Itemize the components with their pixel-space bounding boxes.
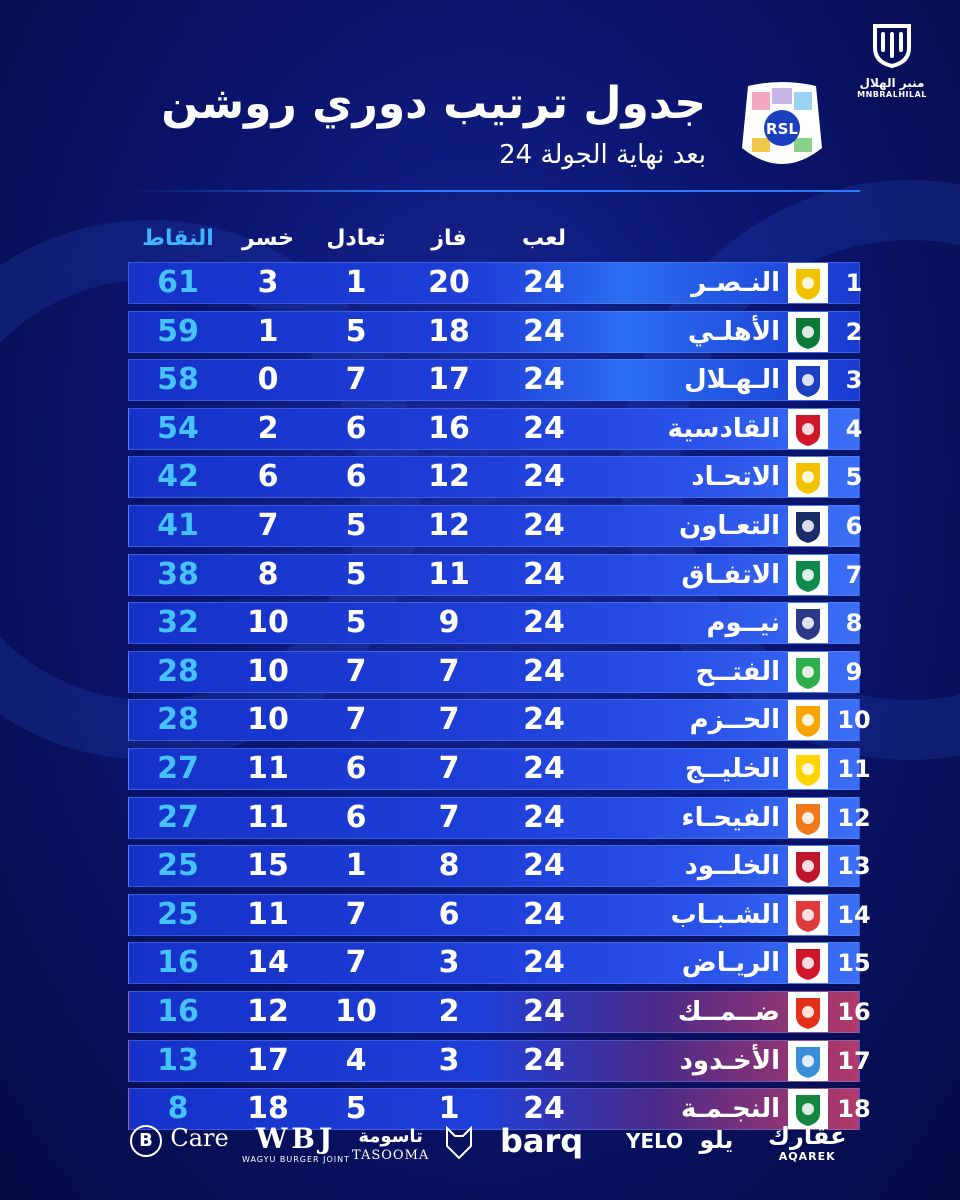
team-points: 16 — [157, 994, 199, 1029]
brand-crest-icon — [869, 22, 915, 68]
team-lost: 14 — [247, 945, 289, 981]
team-rank: 13 — [837, 852, 871, 881]
team-logo — [788, 943, 828, 983]
team-points: 8 — [167, 1091, 189, 1127]
team-draw: 4 — [345, 1042, 367, 1078]
sponsor-aqarek-ar: عقارك — [768, 1122, 847, 1150]
header-divider — [130, 190, 860, 192]
team-won: 11 — [428, 556, 470, 592]
team-played: 24 — [523, 605, 565, 641]
team-played: 24 — [523, 362, 565, 398]
team-name: الخليــج — [684, 754, 780, 784]
sponsor-bcare-name: Care — [170, 1124, 229, 1152]
al-ettifaq-logo-icon — [788, 555, 828, 595]
team-lost: 0 — [257, 362, 279, 398]
table-row — [128, 359, 863, 401]
sponsor-tasooma — [352, 1120, 429, 1163]
table-row — [128, 845, 871, 887]
team-name: الاتفـاق — [681, 559, 780, 590]
team-won: 18 — [428, 313, 470, 349]
team-played: 24 — [523, 653, 565, 689]
al-shabab-logo-icon — [788, 895, 828, 935]
team-won: 9 — [438, 605, 460, 641]
team-rank: 11 — [837, 755, 871, 783]
team-rank: 3 — [845, 366, 863, 395]
table-row — [128, 991, 871, 1033]
team-won: 6 — [438, 896, 460, 932]
team-rank: 4 — [845, 414, 863, 443]
sponsor-yelo-ar: يلو — [699, 1126, 734, 1154]
table-row — [128, 699, 871, 741]
team-lost: 2 — [257, 410, 279, 446]
table-row — [128, 602, 863, 644]
team-points: 28 — [157, 702, 199, 738]
team-rank: 17 — [837, 1046, 871, 1075]
team-played: 24 — [523, 896, 565, 932]
team-won: 3 — [438, 1042, 460, 1078]
team-draw: 5 — [345, 605, 367, 641]
team-name: الاتحـاد — [691, 462, 780, 493]
header-played: لعب — [522, 226, 566, 251]
team-draw: 7 — [345, 362, 367, 398]
team-points: 58 — [157, 362, 199, 398]
team-name: النـصـر — [691, 268, 780, 298]
team-lost: 15 — [247, 848, 289, 884]
team-won: 12 — [428, 508, 470, 543]
team-name: الفتــح — [695, 656, 780, 687]
team-rank: 9 — [845, 657, 863, 686]
rsl-logo-text: RSL — [766, 120, 798, 138]
team-logo — [788, 312, 828, 352]
team-rank: 7 — [845, 560, 863, 589]
team-played: 24 — [523, 1091, 565, 1127]
team-rank: 18 — [837, 1095, 871, 1124]
team-won: 3 — [438, 945, 460, 981]
team-played: 24 — [523, 848, 565, 884]
al-kholood-logo-icon — [788, 846, 828, 886]
team-lost: 11 — [247, 896, 289, 932]
al-fateh-logo-icon — [788, 652, 828, 692]
team-points: 32 — [157, 605, 199, 641]
header-points: النقاط — [142, 226, 214, 251]
header-draw: تعادل — [326, 226, 386, 251]
team-logo — [788, 700, 828, 740]
table-row — [128, 456, 863, 498]
team-name: نيــوم — [706, 608, 780, 639]
team-rank: 10 — [837, 706, 871, 735]
al-hazem-logo-icon — [788, 700, 828, 740]
team-name: الحــزم — [689, 705, 780, 736]
team-points: 25 — [157, 896, 199, 932]
tasooma-wolf-icon — [444, 1126, 474, 1160]
team-won: 2 — [438, 994, 460, 1029]
team-played: 24 — [523, 556, 565, 592]
al-nassr-logo-icon — [788, 263, 828, 303]
team-played: 24 — [523, 1042, 565, 1078]
team-logo — [788, 798, 828, 838]
team-name: النجـمـة — [681, 1094, 780, 1125]
team-lost: 11 — [247, 799, 289, 835]
sponsor-tasooma-en: TASOOMA — [352, 1148, 430, 1163]
table-row — [128, 554, 863, 596]
team-lost: 10 — [247, 702, 289, 738]
team-won: 8 — [438, 848, 460, 884]
team-won: 16 — [428, 410, 470, 446]
team-lost: 12 — [247, 994, 289, 1029]
team-logo — [788, 506, 828, 546]
team-draw: 7 — [345, 896, 367, 932]
team-draw: 6 — [345, 459, 367, 495]
table-row — [128, 408, 863, 450]
team-points: 42 — [157, 459, 199, 495]
team-lost: 11 — [247, 751, 289, 786]
al-hilal-logo-icon — [788, 360, 828, 400]
page-subtitle: بعد نهاية الجولة 24 — [499, 140, 706, 170]
team-rank: 12 — [837, 803, 871, 832]
team-name: القادسية — [667, 413, 780, 444]
team-name: الأهلـي — [687, 316, 780, 347]
al-khaleej-logo-icon — [788, 749, 828, 789]
team-played: 24 — [523, 799, 565, 835]
team-name: الـهـلال — [684, 365, 780, 396]
team-name: الفيحـاء — [681, 802, 780, 833]
team-name: الشـبـاب — [670, 899, 780, 930]
team-logo — [788, 457, 828, 497]
team-points: 13 — [157, 1042, 199, 1078]
team-name: ضــمــك — [677, 997, 780, 1027]
team-name: التعـاون — [679, 511, 780, 541]
team-logo — [788, 263, 828, 303]
team-lost: 17 — [247, 1042, 289, 1078]
table-row — [128, 894, 871, 936]
team-rank: 6 — [845, 512, 863, 540]
team-logo — [788, 652, 828, 692]
al-taawoun-logo-icon — [788, 506, 828, 546]
team-points: 54 — [157, 410, 199, 446]
table-row — [128, 748, 871, 790]
team-logo — [788, 603, 828, 643]
sponsor-wbj-name: WBJ — [255, 1122, 337, 1155]
team-lost: 7 — [257, 508, 279, 543]
team-points: 27 — [157, 799, 199, 835]
team-name: الخلــود — [684, 851, 780, 882]
team-logo — [788, 555, 828, 595]
team-points: 16 — [157, 945, 199, 981]
team-logo — [788, 749, 828, 789]
team-won: 7 — [438, 702, 460, 738]
team-name: الريـاض — [681, 948, 780, 979]
page-title: جدول ترتيب دوري روشن — [161, 78, 706, 129]
team-won: 17 — [428, 362, 470, 398]
team-lost: 3 — [257, 265, 279, 300]
rsl-league-logo — [738, 78, 826, 178]
team-rank: 15 — [837, 949, 871, 978]
team-played: 24 — [523, 994, 565, 1029]
brand-logo — [852, 22, 932, 99]
team-points: 41 — [157, 508, 199, 543]
team-won: 7 — [438, 799, 460, 835]
team-won: 12 — [428, 459, 470, 495]
team-won: 7 — [438, 653, 460, 689]
neom-logo-icon — [788, 603, 828, 643]
table-row — [128, 942, 871, 984]
team-rank: 14 — [837, 900, 871, 929]
al-fayha-logo-icon — [788, 798, 828, 838]
team-won: 1 — [438, 1091, 460, 1127]
damac-logo-icon — [788, 992, 828, 1032]
team-lost: 10 — [247, 605, 289, 641]
team-rank: 2 — [845, 317, 863, 346]
table-row — [128, 797, 871, 839]
team-draw: 5 — [345, 508, 367, 543]
sponsor-barq: barq — [500, 1122, 584, 1160]
team-draw: 1 — [345, 848, 367, 884]
sponsor-wbj — [242, 1122, 350, 1164]
table-row — [128, 311, 863, 353]
team-won: 20 — [428, 265, 470, 300]
team-played: 24 — [523, 751, 565, 786]
brand-name-arabic: منبر الهلال — [859, 76, 925, 90]
team-draw: 10 — [335, 994, 377, 1029]
team-rank: 16 — [837, 998, 871, 1026]
team-lost: 18 — [247, 1091, 289, 1127]
al-ittihad-logo-icon — [788, 457, 828, 497]
team-draw: 7 — [345, 945, 367, 981]
team-draw: 7 — [345, 653, 367, 689]
table-row — [128, 1040, 871, 1082]
al-qadsiah-logo-icon — [788, 409, 828, 449]
team-draw: 6 — [345, 751, 367, 786]
team-played: 24 — [523, 945, 565, 981]
brand-name-english: MNBRALHILAL — [857, 90, 927, 99]
table-row — [128, 651, 863, 693]
sponsor-wbj-sub: WAGYU BURGER JOINT — [242, 1155, 351, 1164]
team-points: 59 — [157, 313, 199, 349]
table-row — [128, 262, 863, 304]
header-won: فاز — [431, 226, 467, 251]
team-rank: 8 — [845, 609, 863, 638]
sponsor-yelo — [626, 1126, 733, 1154]
team-played: 24 — [523, 702, 565, 738]
team-played: 24 — [523, 410, 565, 446]
team-won: 7 — [438, 751, 460, 786]
team-lost: 6 — [257, 459, 279, 495]
team-rank: 1 — [845, 269, 863, 297]
table-row — [128, 505, 863, 547]
team-logo — [788, 846, 828, 886]
header-lost: خسر — [242, 226, 294, 251]
bcare-b-icon: B — [130, 1125, 162, 1157]
team-draw: 7 — [345, 702, 367, 738]
team-logo — [788, 360, 828, 400]
team-draw: 1 — [345, 265, 367, 300]
team-logo — [788, 409, 828, 449]
team-logo — [788, 1041, 828, 1081]
al-ahli-logo-icon — [788, 312, 828, 352]
sponsors-bar — [0, 1112, 960, 1172]
sponsor-aqarek — [768, 1122, 847, 1163]
team-lost: 10 — [247, 653, 289, 689]
team-draw: 5 — [345, 1091, 367, 1127]
team-points: 25 — [157, 848, 199, 884]
team-draw: 5 — [345, 313, 367, 349]
team-lost: 8 — [257, 556, 279, 592]
team-points: 28 — [157, 653, 199, 689]
team-draw: 5 — [345, 556, 367, 592]
team-points: 27 — [157, 751, 199, 786]
team-draw: 6 — [345, 410, 367, 446]
sponsor-tasooma-ar: تاسومة — [358, 1126, 423, 1147]
sponsor-aqarek-en: AQAREK — [778, 1150, 836, 1163]
team-played: 24 — [523, 265, 565, 300]
sponsor-yelo-en: YELO — [626, 1129, 684, 1153]
team-logo — [788, 992, 828, 1032]
team-points: 38 — [157, 556, 199, 592]
team-name: الأخـدود — [679, 1045, 780, 1076]
team-lost: 1 — [257, 313, 279, 349]
team-logo — [788, 895, 828, 935]
team-played: 24 — [523, 459, 565, 495]
team-draw: 6 — [345, 799, 367, 835]
al-riyadh-logo-icon — [788, 943, 828, 983]
sponsor-bcare — [130, 1124, 229, 1157]
team-played: 24 — [523, 313, 565, 349]
team-rank: 5 — [845, 463, 863, 492]
al-okhdood-logo-icon — [788, 1041, 828, 1081]
team-played: 24 — [523, 508, 565, 543]
team-points: 61 — [157, 265, 199, 300]
